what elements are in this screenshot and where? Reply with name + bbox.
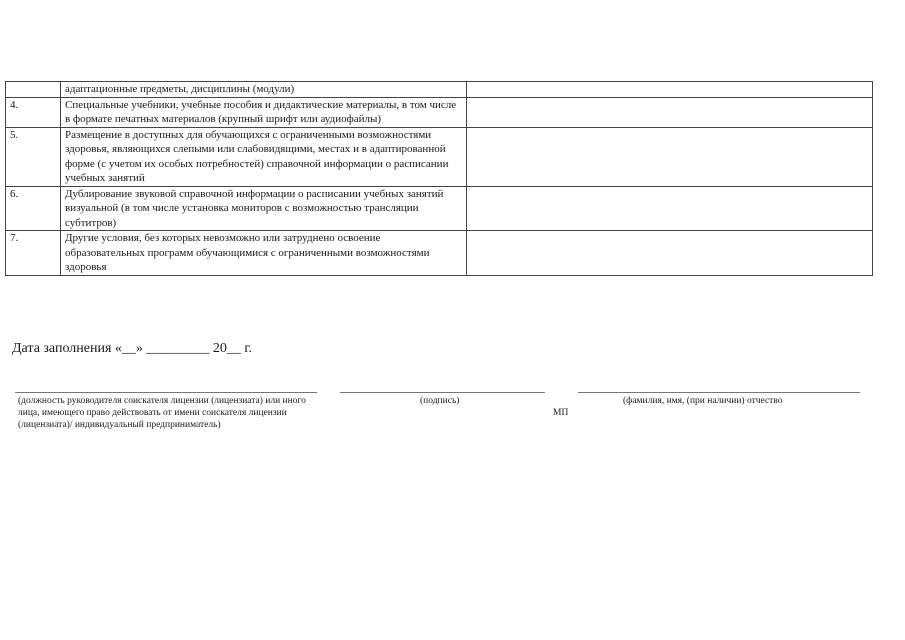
row-value-cell[interactable] [467, 127, 873, 186]
fill-date-line: Дата заполнения «__» _________ 20__ г. [12, 341, 253, 356]
row-number: 7. [6, 231, 61, 276]
stamp-label: МП [553, 408, 569, 418]
row-description: Дублирование звуковой справочной информации о расписании учебных занятий визуальной (в том числе установка мониторов с возможностью трансляции субтитров) [61, 186, 467, 231]
name-signature-line [578, 392, 860, 393]
table-row [6, 82, 873, 98]
position-caption: (должность руководителя соискателя лицензии (лицензиата) или иного лица, имеющего право действовать от имени соискателя лицензии (лицензиата)/ индивидуальный предприниматель) [18, 396, 306, 430]
row-description: Специальные учебники, учебные пособия и дидактические материалы, в том числе в формате печатных материалов (крупный шрифт или аудиофайлы) [61, 97, 467, 127]
row-value-cell[interactable] [467, 186, 873, 231]
signature-line [340, 392, 545, 393]
name-caption: (фамилия, имя, (при наличии) отчество [623, 396, 783, 406]
table-row [6, 231, 873, 276]
row-description: Размещение в доступных для обучающихся с ограниченными возможностями здоровья, являющихся слепыми или слабовидящими, местах и в адаптированной форме (с учетом их особых потребностей) справочной информации о расписании учебных занятий [61, 127, 467, 186]
table-row [6, 127, 873, 186]
row-value-cell[interactable] [467, 82, 873, 98]
signature-caption: (подпись) [420, 396, 460, 406]
row-description: Другие условия, без которых невозможно или затруднено освоение образовательных программ обучающимися с ограниченными возможностями здоровья [61, 231, 467, 276]
row-description: адаптационные предметы, дисциплины (модули) [61, 82, 467, 98]
row-number: 5. [6, 127, 61, 186]
row-value-cell[interactable] [467, 231, 873, 276]
row-number [6, 82, 61, 98]
row-number: 4. [6, 97, 61, 127]
row-number: 6. [6, 186, 61, 231]
position-signature-line [15, 392, 317, 393]
table-row [6, 97, 873, 127]
row-value-cell[interactable] [467, 97, 873, 127]
conditions-table [5, 81, 873, 276]
table-row [6, 186, 873, 231]
